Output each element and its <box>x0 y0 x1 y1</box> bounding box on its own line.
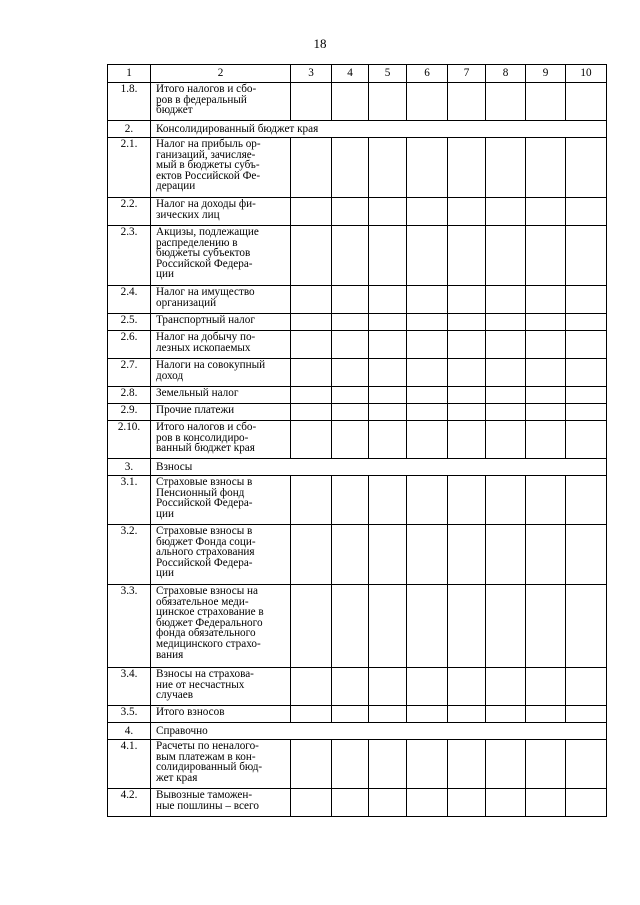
value-cell <box>448 226 486 286</box>
value-cell <box>448 404 486 421</box>
value-cell <box>448 198 486 226</box>
row-name: Страховые взносы в бюджет Фонда соци- ального страхования Российской Федера- ции <box>151 525 291 585</box>
value-cell <box>566 421 607 459</box>
value-cell <box>291 668 332 706</box>
value-cell <box>486 286 526 314</box>
row-name: Налог на добычу по- лезных ископаемых <box>151 331 291 359</box>
value-cell <box>566 706 607 723</box>
value-cell <box>369 83 407 121</box>
value-cell <box>369 585 407 668</box>
value-cell <box>486 740 526 789</box>
value-cell <box>407 740 448 789</box>
row-number: 4.1. <box>108 740 151 789</box>
row-name: Прочие платежи <box>151 404 291 421</box>
value-cell <box>291 404 332 421</box>
row-name: Налог на имущество организаций <box>151 286 291 314</box>
row-number: 3.1. <box>108 476 151 525</box>
value-cell <box>486 314 526 331</box>
table-row <box>108 198 607 226</box>
row-number: 2.8. <box>108 387 151 404</box>
value-cell <box>448 359 486 387</box>
value-cell <box>407 83 448 121</box>
value-cell <box>448 585 486 668</box>
column-header: 3 <box>291 65 332 83</box>
section-row <box>108 459 607 476</box>
row-name: Консолидированный бюджет края <box>151 121 607 138</box>
row-name: Расчеты по неналого- вым платежам в кон- солидированный бюд- жет края <box>151 740 291 789</box>
value-cell <box>332 198 369 226</box>
table-row <box>108 525 607 585</box>
value-cell <box>486 421 526 459</box>
value-cell <box>566 525 607 585</box>
row-number: 2.3. <box>108 226 151 286</box>
budget-table <box>107 64 607 817</box>
value-cell <box>291 83 332 121</box>
section-row <box>108 723 607 740</box>
value-cell <box>369 314 407 331</box>
value-cell <box>369 525 407 585</box>
table-row <box>108 359 607 387</box>
row-number: 1.8. <box>108 83 151 121</box>
table-row <box>108 138 607 198</box>
value-cell <box>332 476 369 525</box>
row-number: 2.1. <box>108 138 151 198</box>
value-cell <box>566 476 607 525</box>
value-cell <box>526 359 566 387</box>
value-cell <box>448 83 486 121</box>
table-row <box>108 789 607 817</box>
value-cell <box>407 585 448 668</box>
value-cell <box>332 331 369 359</box>
value-cell <box>332 421 369 459</box>
value-cell <box>291 198 332 226</box>
value-cell <box>369 331 407 359</box>
value-cell <box>566 387 607 404</box>
value-cell <box>526 668 566 706</box>
value-cell <box>566 789 607 817</box>
row-number: 2.2. <box>108 198 151 226</box>
value-cell <box>566 668 607 706</box>
value-cell <box>369 706 407 723</box>
row-number: 3.5. <box>108 706 151 723</box>
value-cell <box>448 286 486 314</box>
value-cell <box>369 740 407 789</box>
value-cell <box>291 314 332 331</box>
row-name: Транспортный налог <box>151 314 291 331</box>
value-cell <box>407 286 448 314</box>
value-cell <box>291 138 332 198</box>
value-cell <box>291 226 332 286</box>
value-cell <box>566 740 607 789</box>
row-name: Взносы <box>151 459 607 476</box>
value-cell <box>407 359 448 387</box>
value-cell <box>291 359 332 387</box>
value-cell <box>407 314 448 331</box>
value-cell <box>291 286 332 314</box>
value-cell <box>486 404 526 421</box>
value-cell <box>369 387 407 404</box>
value-cell <box>332 525 369 585</box>
column-header: 1 <box>108 65 151 83</box>
column-header: 6 <box>407 65 448 83</box>
table-row <box>108 286 607 314</box>
value-cell <box>407 706 448 723</box>
value-cell <box>407 525 448 585</box>
table-row <box>108 421 607 459</box>
value-cell <box>369 198 407 226</box>
table-row <box>108 585 607 668</box>
value-cell <box>486 525 526 585</box>
value-cell <box>526 404 566 421</box>
row-name: Вывозные таможен- ные пошлины – всего <box>151 789 291 817</box>
value-cell <box>407 226 448 286</box>
value-cell <box>566 138 607 198</box>
value-cell <box>486 331 526 359</box>
value-cell <box>448 476 486 525</box>
row-number: 2.4. <box>108 286 151 314</box>
value-cell <box>291 585 332 668</box>
value-cell <box>566 83 607 121</box>
value-cell <box>526 331 566 359</box>
value-cell <box>448 789 486 817</box>
value-cell <box>332 83 369 121</box>
value-cell <box>291 740 332 789</box>
value-cell <box>486 226 526 286</box>
value-cell <box>407 476 448 525</box>
value-cell <box>369 226 407 286</box>
table-header-row <box>108 65 607 83</box>
value-cell <box>526 476 566 525</box>
value-cell <box>486 387 526 404</box>
row-number: 2. <box>108 121 151 138</box>
value-cell <box>448 331 486 359</box>
row-name: Итого налогов и сбо- ров в консолидиро- ванный бюджет края <box>151 421 291 459</box>
column-header: 7 <box>448 65 486 83</box>
value-cell <box>332 706 369 723</box>
value-cell <box>486 359 526 387</box>
value-cell <box>526 706 566 723</box>
value-cell <box>486 668 526 706</box>
table-row <box>108 740 607 789</box>
column-header: 9 <box>526 65 566 83</box>
table-row <box>108 314 607 331</box>
value-cell <box>407 138 448 198</box>
row-name: Страховые взносы в Пенсионный фонд Российской Федера- ции <box>151 476 291 525</box>
value-cell <box>369 789 407 817</box>
value-cell <box>332 789 369 817</box>
value-cell <box>566 404 607 421</box>
row-name: Налог на доходы фи- зических лиц <box>151 198 291 226</box>
value-cell <box>369 668 407 706</box>
table-row <box>108 226 607 286</box>
row-name: Акцизы, подлежащие распределению в бюджеты субъектов Российской Федера- ции <box>151 226 291 286</box>
value-cell <box>332 359 369 387</box>
value-cell <box>291 421 332 459</box>
row-name: Взносы на страхова- ние от несчастных случаев <box>151 668 291 706</box>
row-number: 3.2. <box>108 525 151 585</box>
value-cell <box>526 387 566 404</box>
value-cell <box>407 198 448 226</box>
value-cell <box>332 668 369 706</box>
row-number: 2.5. <box>108 314 151 331</box>
value-cell <box>566 226 607 286</box>
column-header: 5 <box>369 65 407 83</box>
value-cell <box>566 198 607 226</box>
value-cell <box>448 387 486 404</box>
value-cell <box>332 387 369 404</box>
value-cell <box>291 789 332 817</box>
value-cell <box>526 83 566 121</box>
value-cell <box>448 740 486 789</box>
value-cell <box>407 421 448 459</box>
value-cell <box>486 706 526 723</box>
page-number: 18 <box>313 36 327 51</box>
value-cell <box>332 226 369 286</box>
value-cell <box>486 138 526 198</box>
value-cell <box>291 331 332 359</box>
value-cell <box>486 198 526 226</box>
row-number: 2.9. <box>108 404 151 421</box>
table-row <box>108 83 607 121</box>
column-header: 2 <box>151 65 291 83</box>
table-row <box>108 668 607 706</box>
row-number: 3.3. <box>108 585 151 668</box>
value-cell <box>448 525 486 585</box>
table-row <box>108 404 607 421</box>
row-name: Справочно <box>151 723 607 740</box>
value-cell <box>407 668 448 706</box>
value-cell <box>332 314 369 331</box>
value-cell <box>526 525 566 585</box>
row-name: Страховые взносы на обязательное меди- цинское страхование в бюджет Федерального фонда обязательного медицинского страхо- вания <box>151 585 291 668</box>
value-cell <box>566 359 607 387</box>
table-row <box>108 476 607 525</box>
value-cell <box>448 668 486 706</box>
value-cell <box>448 421 486 459</box>
value-cell <box>291 706 332 723</box>
row-number: 2.7. <box>108 359 151 387</box>
value-cell <box>486 789 526 817</box>
value-cell <box>566 314 607 331</box>
row-name: Налог на прибыль ор- ганизаций, зачисляе- мый в бюджеты субъ- ектов Российской Фе- дерации <box>151 138 291 198</box>
value-cell <box>407 387 448 404</box>
value-cell <box>526 421 566 459</box>
value-cell <box>332 286 369 314</box>
value-cell <box>407 404 448 421</box>
value-cell <box>448 314 486 331</box>
value-cell <box>526 198 566 226</box>
value-cell <box>369 421 407 459</box>
value-cell <box>448 138 486 198</box>
value-cell <box>291 525 332 585</box>
value-cell <box>291 476 332 525</box>
row-name: Итого налогов и сбо- ров в федеральный бюджет <box>151 83 291 121</box>
value-cell <box>291 387 332 404</box>
row-number: 2.6. <box>108 331 151 359</box>
section-row <box>108 121 607 138</box>
row-name: Земельный налог <box>151 387 291 404</box>
row-number: 4.2. <box>108 789 151 817</box>
value-cell <box>407 789 448 817</box>
row-number: 3.4. <box>108 668 151 706</box>
value-cell <box>332 740 369 789</box>
value-cell <box>486 585 526 668</box>
value-cell <box>526 789 566 817</box>
value-cell <box>448 706 486 723</box>
value-cell <box>566 286 607 314</box>
column-header: 10 <box>566 65 607 83</box>
value-cell <box>369 138 407 198</box>
value-cell <box>486 476 526 525</box>
value-cell <box>332 404 369 421</box>
value-cell <box>369 404 407 421</box>
value-cell <box>526 585 566 668</box>
column-header: 4 <box>332 65 369 83</box>
value-cell <box>526 138 566 198</box>
row-number: 3. <box>108 459 151 476</box>
row-number: 2.10. <box>108 421 151 459</box>
value-cell <box>566 331 607 359</box>
table-row <box>108 387 607 404</box>
table-row <box>108 706 607 723</box>
row-name: Итого взносов <box>151 706 291 723</box>
value-cell <box>526 226 566 286</box>
value-cell <box>369 359 407 387</box>
value-cell <box>526 286 566 314</box>
value-cell <box>566 585 607 668</box>
value-cell <box>369 286 407 314</box>
row-name: Налоги на совокупный доход <box>151 359 291 387</box>
value-cell <box>369 476 407 525</box>
value-cell <box>526 314 566 331</box>
table-row <box>108 331 607 359</box>
value-cell <box>407 331 448 359</box>
value-cell <box>332 585 369 668</box>
column-header: 8 <box>486 65 526 83</box>
row-number: 4. <box>108 723 151 740</box>
value-cell <box>486 83 526 121</box>
value-cell <box>526 740 566 789</box>
value-cell <box>332 138 369 198</box>
